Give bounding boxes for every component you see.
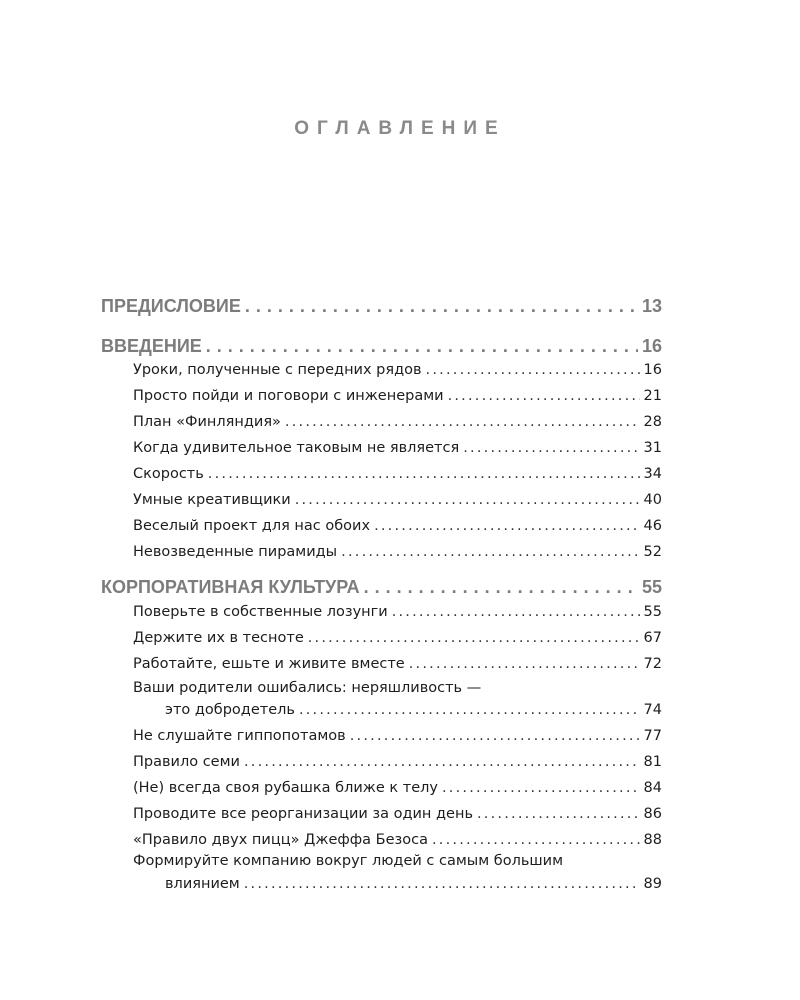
item-page: 77 [643, 728, 662, 744]
item-title: Правило семи [133, 754, 240, 770]
item-page: 16 [643, 362, 662, 378]
dot-leader [244, 876, 640, 892]
item-title-continuation: это добродетель [165, 702, 295, 718]
item-title: «Правило двух пицц» Джеффа Безоса [133, 832, 428, 848]
item-page: 72 [643, 656, 662, 672]
dot-leader [409, 656, 640, 672]
section-page: 16 [641, 336, 662, 356]
dot-leader [299, 702, 640, 718]
dot-leader [341, 544, 639, 560]
dot-leader [308, 630, 640, 646]
item-title: План «Финляндия» [133, 414, 281, 430]
toc-item[interactable] [133, 388, 662, 404]
item-title: Поверьте в собственные лозунги [133, 604, 388, 620]
item-page: 31 [643, 440, 662, 456]
item-title: Проводите все реорганизации за один день [133, 806, 473, 822]
item-page: 21 [643, 388, 662, 404]
item-title: Невозведенные пирамиды [133, 544, 338, 560]
toc-item[interactable] [133, 806, 662, 822]
toc-item[interactable] [133, 544, 662, 560]
item-title: (Не) всегда своя рубашка ближе к телу [133, 780, 438, 796]
toc-item[interactable] [165, 876, 662, 892]
page-title: ОГЛАВЛЕНИЕ [294, 118, 506, 139]
item-title: Когда удивительное таковым не является [133, 440, 460, 456]
item-title: Просто пойди и поговори с инженерами [133, 388, 444, 404]
item-page: 46 [643, 518, 662, 534]
item-title: Умные креативщики [133, 492, 291, 508]
section-title: ВВЕДЕНИЕ [101, 336, 202, 356]
item-page: 88 [643, 832, 662, 848]
toc-item[interactable] [133, 604, 662, 620]
item-title: Скорость [133, 466, 204, 482]
toc-item[interactable] [133, 466, 662, 482]
section-title: ПРЕДИСЛОВИЕ [101, 296, 241, 316]
item-title: Уроки, полученные с передних рядов [133, 362, 422, 378]
item-title: Держите их в тесноте [133, 630, 304, 646]
toc-item[interactable] [133, 518, 662, 534]
item-page: 67 [643, 630, 662, 646]
section-page: 13 [641, 296, 662, 316]
toc-item[interactable] [133, 630, 662, 646]
dot-leader [350, 728, 640, 744]
dot-leader [442, 780, 640, 796]
dot-leader [374, 518, 639, 534]
toc-item[interactable] [133, 832, 662, 848]
item-page: 40 [643, 492, 662, 508]
toc-item[interactable] [133, 656, 662, 672]
toc-section[interactable] [101, 577, 662, 598]
dot-leader [206, 336, 638, 357]
section-title: КОРПОРАТИВНАЯ КУЛЬТУРА [101, 577, 360, 597]
dot-leader [295, 492, 640, 508]
dot-leader [285, 414, 640, 430]
toc-item[interactable] [133, 754, 662, 770]
item-page: 34 [643, 466, 662, 482]
item-title-continuation: влиянием [165, 876, 240, 892]
item-title-line1[interactable]: Ваши родители ошибались: неряшливость — [133, 680, 482, 696]
item-title: Веселый проект для нас обоих [133, 518, 371, 534]
item-title-line1[interactable]: Формируйте компанию вокруг людей с самым большим [133, 853, 564, 869]
item-page: 55 [643, 604, 662, 620]
dot-leader [244, 754, 640, 770]
toc-item[interactable] [133, 440, 662, 456]
toc-item[interactable] [133, 780, 662, 796]
toc-item[interactable] [133, 492, 662, 508]
toc-item[interactable] [133, 362, 662, 378]
dot-leader [208, 466, 640, 482]
dot-leader [448, 388, 640, 404]
toc-section[interactable] [101, 296, 662, 317]
item-title: Не слушайте гиппопотамов [133, 728, 346, 744]
item-page: 86 [643, 806, 662, 822]
dot-leader [426, 362, 640, 378]
item-page: 28 [643, 414, 662, 430]
toc-item[interactable] [133, 728, 662, 744]
item-page: 52 [643, 544, 662, 560]
toc-item[interactable] [165, 702, 662, 718]
item-page: 81 [643, 754, 662, 770]
item-title: Работайте, ешьте и живите вместе [133, 656, 405, 672]
dot-leader [477, 806, 640, 822]
toc-section[interactable] [101, 336, 662, 357]
dot-leader [392, 604, 640, 620]
toc-item[interactable] [133, 414, 662, 430]
dot-leader [432, 832, 640, 848]
dot-leader [364, 577, 638, 598]
section-page: 55 [641, 577, 662, 597]
item-page: 74 [643, 702, 662, 718]
item-page: 89 [643, 876, 662, 892]
dot-leader [463, 440, 639, 456]
item-page: 84 [643, 780, 662, 796]
dot-leader [245, 296, 638, 317]
